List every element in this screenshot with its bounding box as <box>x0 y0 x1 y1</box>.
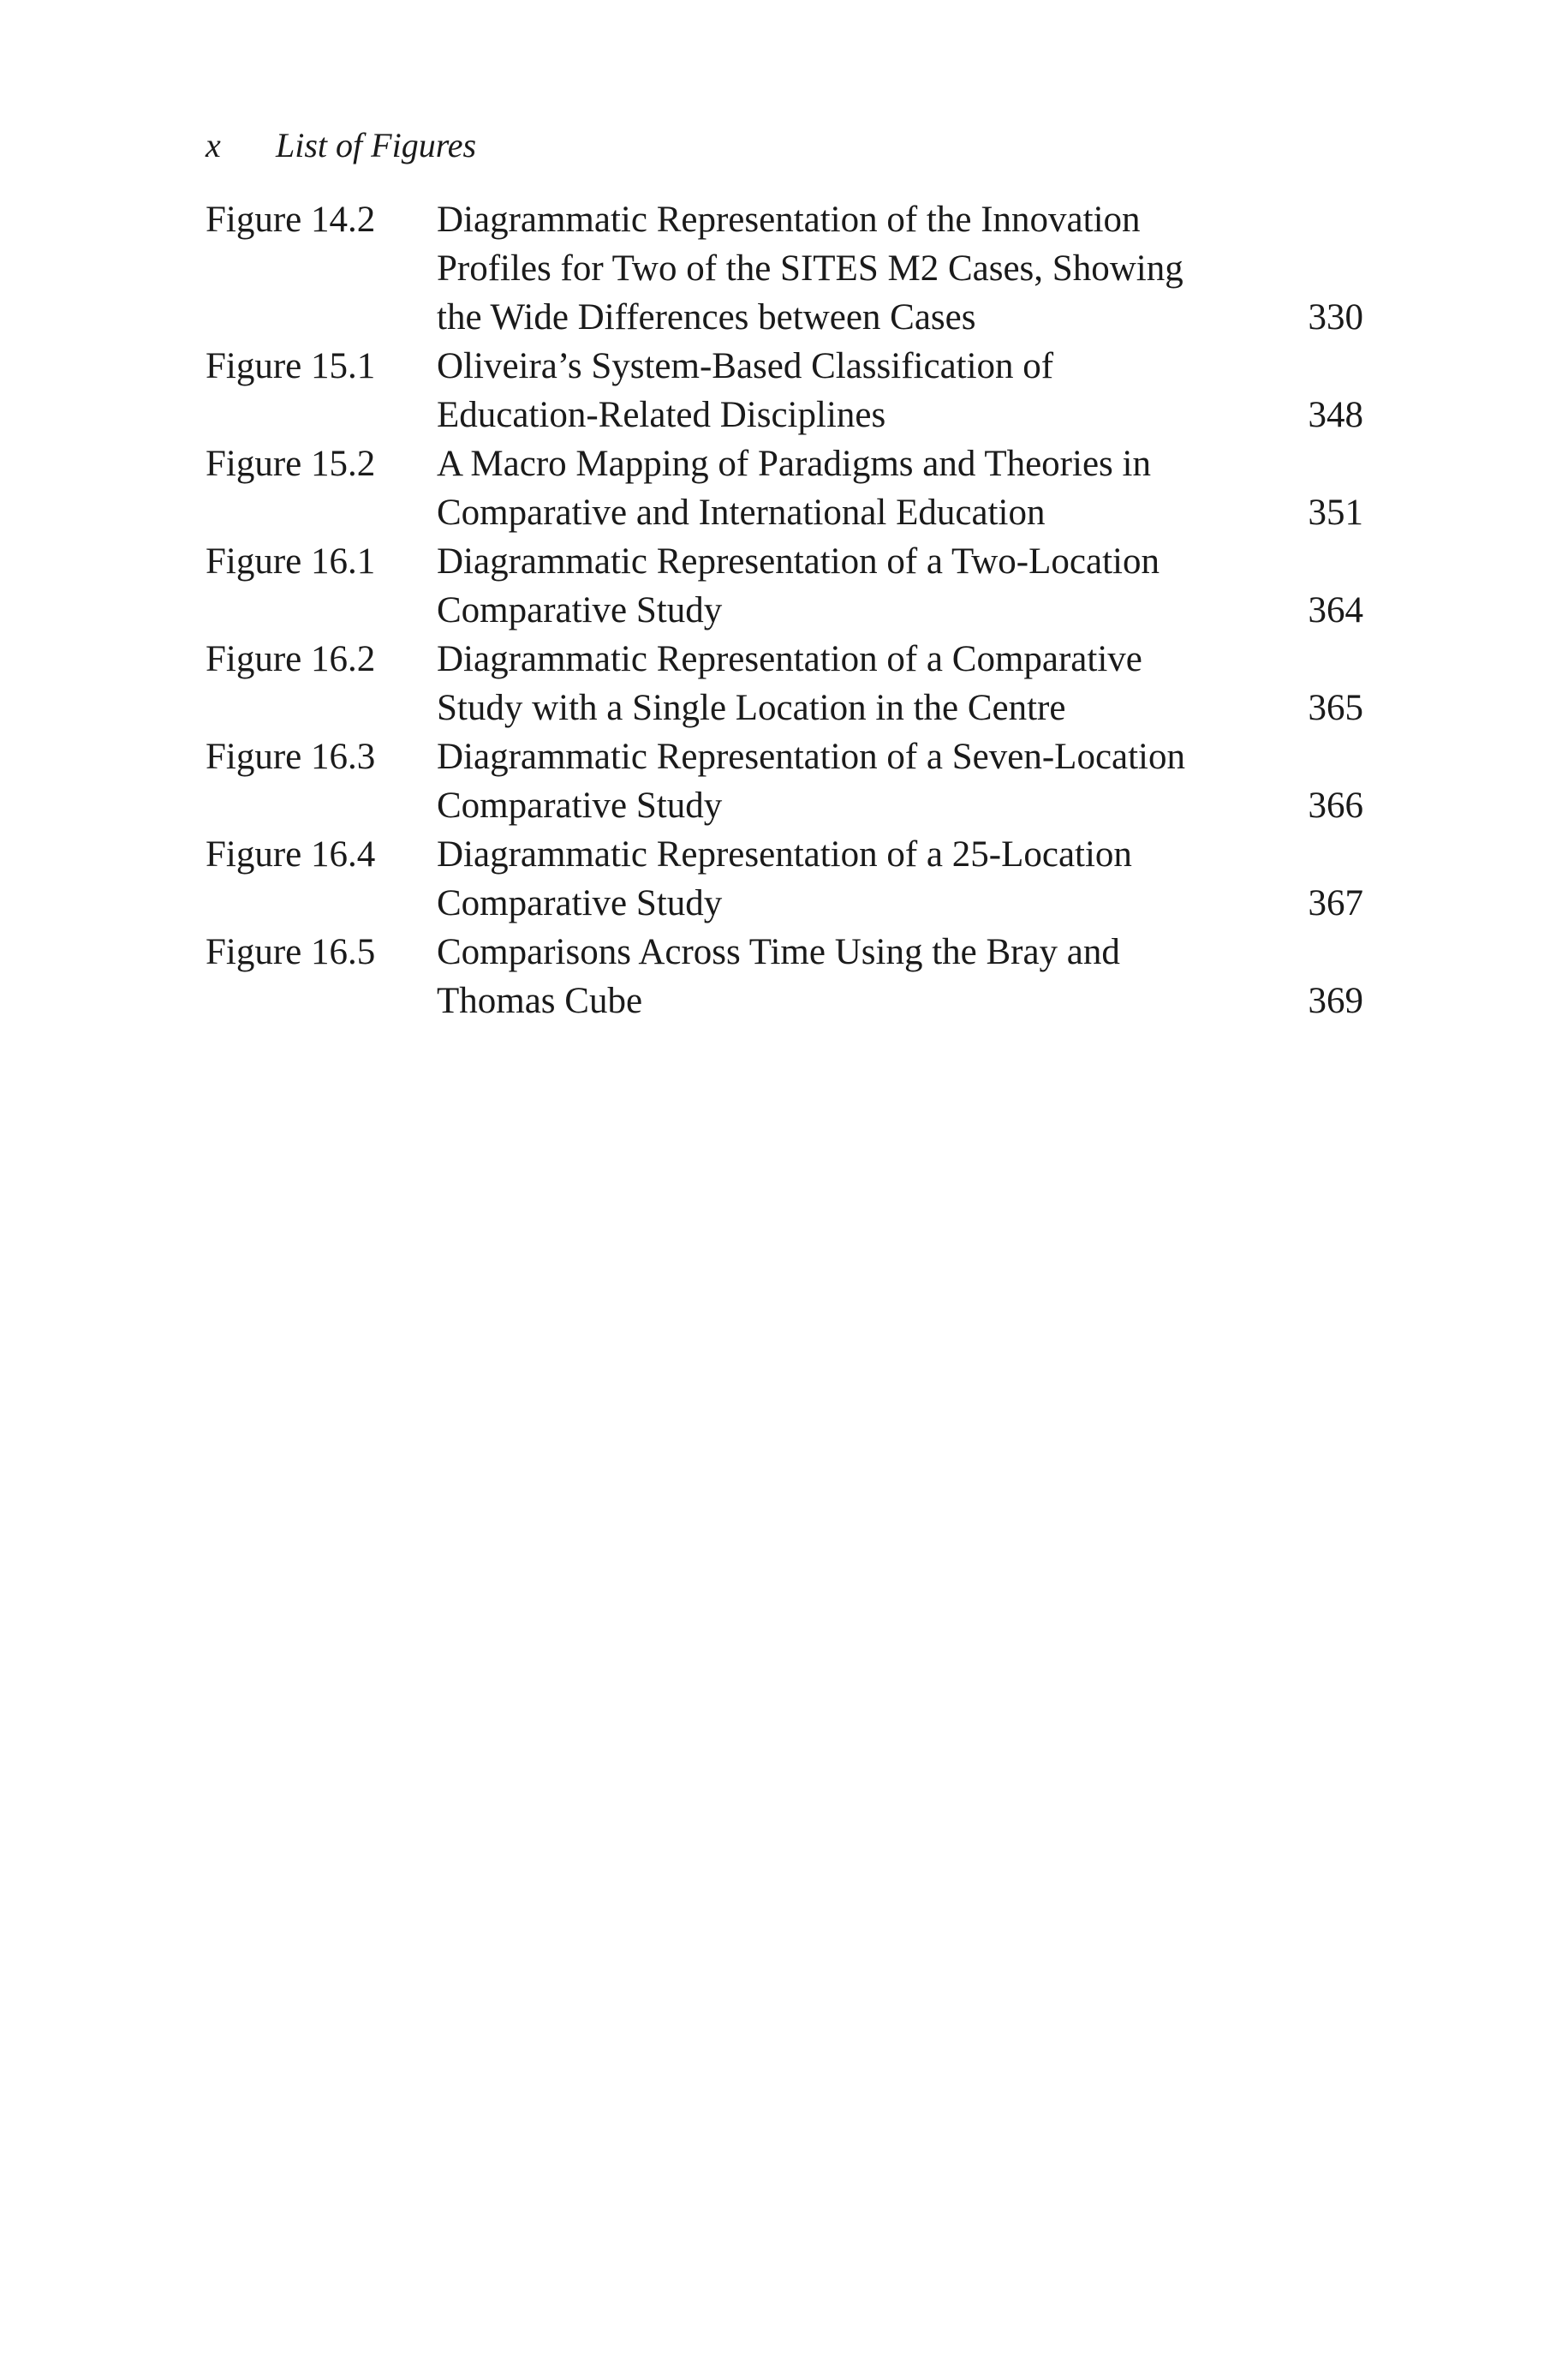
caption-text: Diagrammatic Representation of a 25-Location <box>437 834 1132 875</box>
caption-line <box>437 293 1363 342</box>
caption-text: Thomas Cube <box>437 981 643 1021</box>
figure-entry[interactable] <box>206 537 1363 635</box>
figure-caption <box>437 635 1363 732</box>
caption-line <box>437 488 1363 537</box>
figure-number: Figure 14.2 <box>206 200 376 240</box>
figure-page-number: 364 <box>1308 590 1363 630</box>
page-folio: x <box>206 126 221 164</box>
caption-line <box>437 928 1363 977</box>
caption-text: Comparisons Across Time Using the Bray and <box>437 932 1120 972</box>
caption-text: Comparative Study <box>437 590 723 630</box>
figure-page-number: 369 <box>1308 981 1363 1021</box>
caption-line <box>437 244 1363 293</box>
figure-page-number: 366 <box>1308 786 1363 826</box>
figure-page-number: 348 <box>1308 395 1363 435</box>
caption-line <box>437 439 1363 488</box>
figure-entry[interactable] <box>206 928 1363 1025</box>
figure-number: Figure 16.5 <box>206 932 376 972</box>
caption-line <box>437 977 1363 1025</box>
figure-number: Figure 16.2 <box>206 639 376 679</box>
running-head <box>206 120 476 171</box>
caption-text: Oliveira’s System-Based Classification of <box>437 346 1054 386</box>
list-of-figures <box>206 195 1363 1025</box>
caption-text: Comparative Study <box>437 786 723 826</box>
figure-caption <box>437 830 1363 928</box>
figure-caption <box>437 195 1363 342</box>
figure-entry[interactable] <box>206 342 1363 439</box>
figure-page-number: 367 <box>1308 883 1363 923</box>
figure-entry[interactable] <box>206 439 1363 537</box>
caption-line <box>437 195 1363 244</box>
caption-line <box>437 879 1363 928</box>
caption-text: Diagrammatic Representation of a Comparative <box>437 639 1142 679</box>
figure-caption <box>437 928 1363 1025</box>
caption-text: A Macro Mapping of Paradigms and Theories in <box>437 444 1151 484</box>
figure-number: Figure 15.1 <box>206 346 376 386</box>
caption-line <box>437 586 1363 635</box>
figure-caption <box>437 732 1363 830</box>
figure-number: Figure 16.3 <box>206 737 376 777</box>
figure-entry[interactable] <box>206 635 1363 732</box>
figure-entry[interactable] <box>206 195 1363 342</box>
figure-page-number: 365 <box>1308 688 1363 728</box>
caption-line <box>437 342 1363 391</box>
running-head-title: List of Figures <box>276 126 477 164</box>
figure-caption <box>437 537 1363 635</box>
caption-text: Diagrammatic Representation of the Innovation <box>437 200 1141 240</box>
caption-text: Study with a Single Location in the Centre <box>437 688 1066 728</box>
caption-text: Profiles for Two of the SITES M2 Cases, Showing <box>437 248 1183 289</box>
caption-line <box>437 537 1363 586</box>
figure-entry[interactable] <box>206 732 1363 830</box>
caption-line <box>437 732 1363 781</box>
caption-line <box>437 684 1363 732</box>
figure-caption <box>437 439 1363 537</box>
caption-text: Diagrammatic Representation of a Seven-Location <box>437 737 1186 777</box>
figure-page-number: 330 <box>1308 297 1363 338</box>
figure-entry[interactable] <box>206 830 1363 928</box>
caption-text: Diagrammatic Representation of a Two-Location <box>437 541 1160 582</box>
figure-number: Figure 15.2 <box>206 444 376 484</box>
caption-line <box>437 391 1363 439</box>
caption-text: Comparative and International Education <box>437 493 1046 533</box>
caption-line <box>437 781 1363 830</box>
caption-line <box>437 830 1363 879</box>
figure-page-number: 351 <box>1308 493 1363 533</box>
figure-number: Figure 16.4 <box>206 834 376 875</box>
caption-text: Comparative Study <box>437 883 723 923</box>
caption-text: the Wide Differences between Cases <box>437 297 976 338</box>
caption-text: Education-Related Disciplines <box>437 395 886 435</box>
figure-number: Figure 16.1 <box>206 541 376 582</box>
caption-line <box>437 635 1363 684</box>
figure-caption <box>437 342 1363 439</box>
